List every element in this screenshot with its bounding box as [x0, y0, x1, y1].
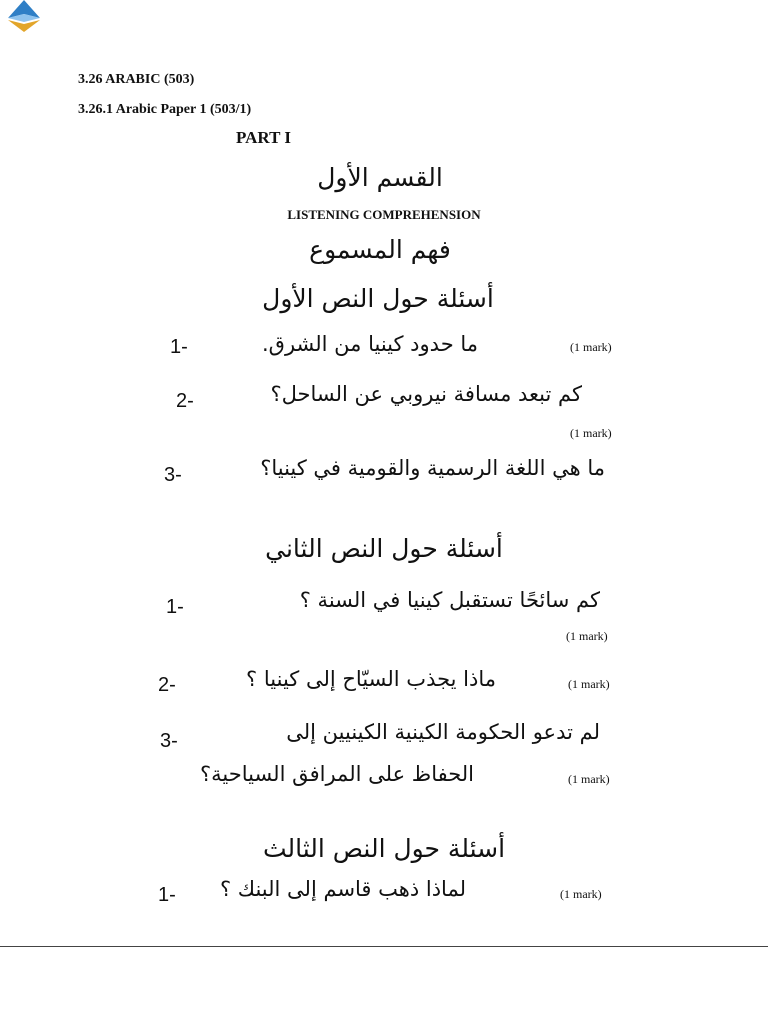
section-2-title: أسئلة حول النص الثاني	[265, 534, 503, 563]
question-text: لم تدعو الحكومة الكينية الكينيين إلى	[286, 720, 600, 744]
question-number: 2-	[176, 390, 194, 412]
mark-label: (1 mark)	[570, 426, 612, 440]
question-text: ما حدود كينيا من الشرق.	[261, 332, 478, 356]
page-bottom-rule	[0, 946, 768, 947]
part-heading: PART I	[236, 128, 291, 147]
question-number: 1-	[170, 336, 188, 358]
question-text: لماذا ذهب قاسم إلى البنك ؟	[219, 877, 466, 901]
paper-heading: 3.26.1 Arabic Paper 1 (503/1)	[78, 102, 252, 117]
listening-heading: LISTENING COMPREHENSION	[287, 207, 481, 222]
mark-label: (1 mark)	[566, 629, 608, 643]
mark-label: (1 mark)	[570, 340, 612, 354]
question-number: 3-	[164, 464, 182, 486]
question-text: كم تبعد مسافة نيروبي عن الساحل؟	[270, 382, 582, 406]
question-text: ما هي اللغة الرسمية والقومية في كينيا؟	[260, 456, 605, 480]
question-text-continued: الحفاظ على المرافق السياحية؟	[199, 762, 474, 786]
part-title-arabic: القسم الأول	[317, 163, 443, 192]
question-text: كم سائحًا تستقبل كينيا في السنة ؟	[299, 588, 600, 612]
section-3-title: أسئلة حول النص الثالث	[262, 834, 506, 863]
mark-label: (1 mark)	[568, 772, 610, 786]
question-text: ماذا يجذب السيّاح إلى كينيا ؟	[246, 667, 496, 691]
mark-label: (1 mark)	[568, 677, 610, 691]
diamond-logo-icon	[4, 0, 44, 36]
section-1-title: أسئلة حول النص الأول	[262, 284, 494, 313]
mark-label: (1 mark)	[560, 887, 602, 901]
section-heading: 3.26 ARABIC (503)	[78, 72, 195, 87]
question-number: 1-	[166, 596, 184, 618]
question-number: 2-	[158, 674, 176, 696]
question-number: 3-	[160, 730, 178, 752]
listening-heading-arabic: فهم المسموع	[309, 235, 451, 264]
question-number: 1-	[158, 884, 176, 906]
